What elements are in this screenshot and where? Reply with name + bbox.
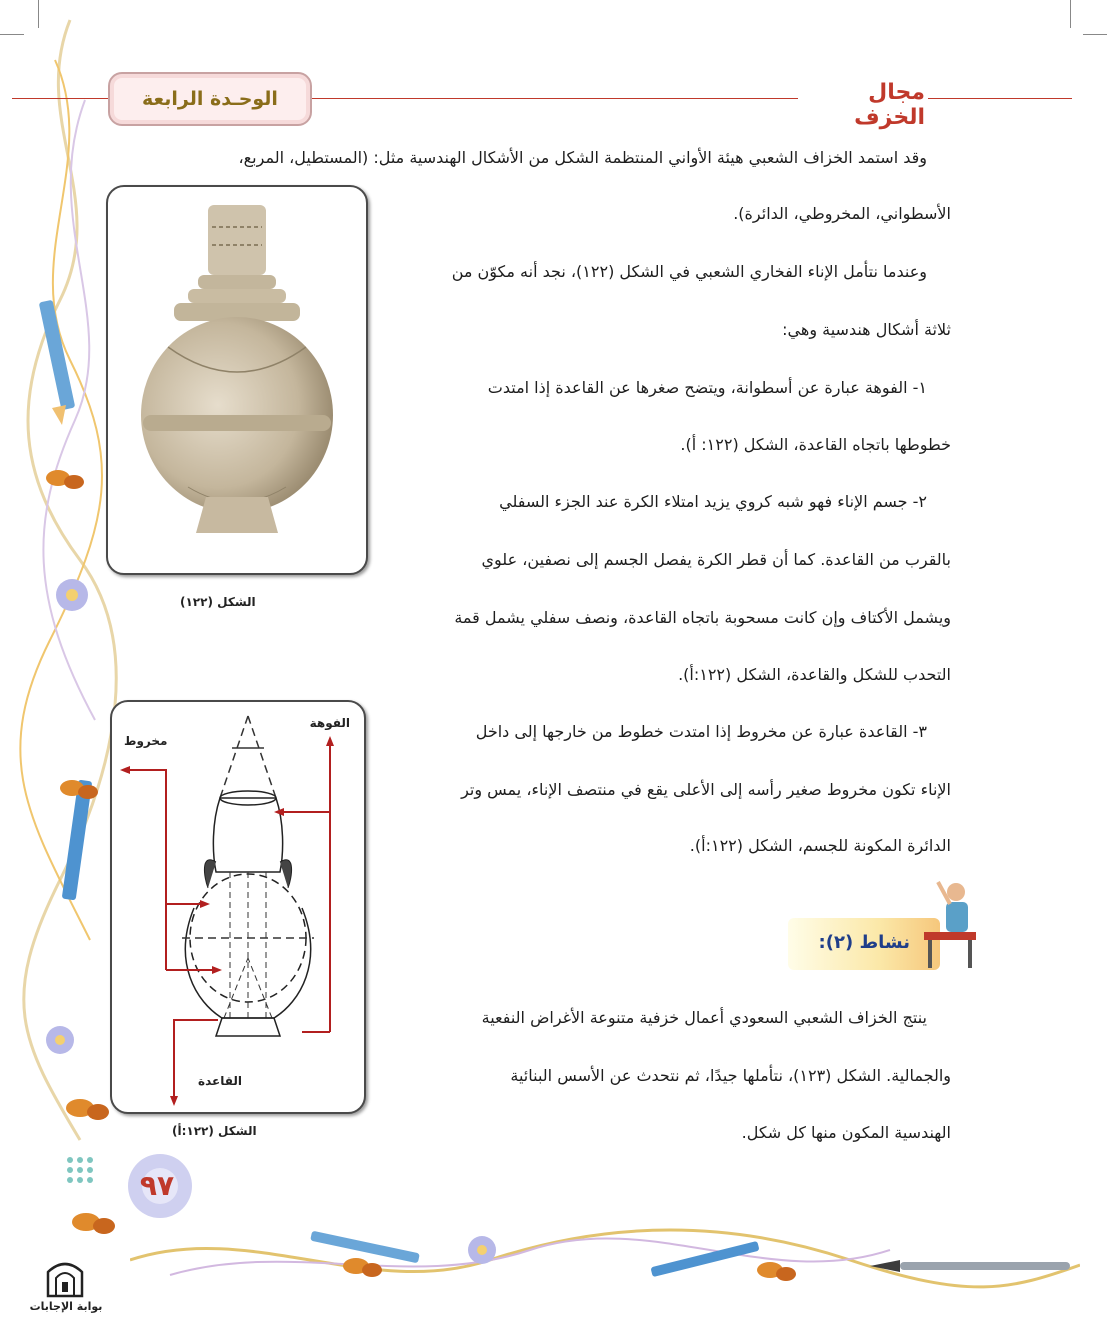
list-item-text: ويشمل الأكتاف وإن كانت مسحوبة باتجاه القاعدة، ونصف سفلي يشمل قمة: [454, 608, 951, 627]
unit-badge: [108, 72, 312, 126]
list-item-text: خطوطها باتجاه القاعدة، الشكل (١٢٢: أ).: [680, 435, 951, 454]
unit-label: الوحـدة الرابعة: [142, 88, 278, 110]
list-item-text: الإناء تكون مخروط صغير رأسه إلى الأعلى يقع في منتصف الإناء، يمس وتر: [461, 780, 951, 799]
list-item-text: الدائرة المكونة للجسم، الشكل (١٢٢:أ).: [689, 836, 951, 855]
diagram-label-base: القاعدة: [198, 1074, 242, 1088]
figure-pottery-vessel: [106, 185, 368, 575]
text-line: ينتج الخزاف الشعبي السعودي أعمال خزفية متنوعة الأغراض النفعية: [481, 1008, 927, 1027]
text-line: ثلاثة أشكال هندسية وهي:: [782, 320, 951, 339]
crop-mark: [1083, 34, 1107, 35]
diagram-label-cone: مخروط: [124, 734, 168, 748]
text-line: والجمالية. الشكل (١٢٣)، نتأملها جيدًا، ثم نتحدث عن الأسس البنائية: [510, 1066, 951, 1085]
flower-icon: [56, 579, 88, 611]
header-rule-left: [12, 98, 108, 99]
pencil-icon: [650, 1241, 759, 1277]
student-at-desk-illustration: [920, 880, 980, 972]
flower-icon: [468, 1236, 496, 1264]
pencil-icon: [310, 1231, 420, 1264]
text-line: الأسطواني، المخروطي، الدائرة).: [733, 204, 951, 223]
butterfly-icon: [343, 1258, 382, 1277]
text-line: وعندما نتأمل الإناء الفخاري الشعبي في الشكل (١٢٢)، نجد أنه مكوّن من: [451, 262, 927, 281]
pottery-vessel-image: [108, 187, 366, 573]
activity-banner: [788, 918, 940, 970]
list-item-text: بالقرب من القاعدة. كما أن قطر الكرة يفصل الجسم إلى نصفين، علوي: [481, 550, 951, 569]
figure-caption: الشكل (١٢٢): [180, 595, 256, 609]
activity-title: نشاط (٢):: [818, 932, 910, 953]
logo-text: بوابة الإجابات: [29, 1300, 103, 1313]
list-item-text: التحدب للشكل والقاعدة، الشكل (١٢٢:أ).: [678, 665, 951, 684]
list-item-text: ٢- جسم الإناء فهو شبه كروي يزيد امتلاء الكرة عند الجزء السفلي: [499, 492, 927, 511]
butterfly-icon: [757, 1262, 796, 1281]
figure-vessel-geometry-diagram: [110, 700, 366, 1114]
page-number: ٩٧: [139, 1168, 175, 1202]
brush-icon: [870, 1260, 1070, 1272]
text-line: وقد استمد الخزاف الشعبي هيئة الأواني المنتظمة الشكل من الأشكال الهندسية مثل: (المستطيل، المربع،: [238, 148, 927, 167]
vessel-geometry-diagram: [112, 702, 364, 1112]
butterfly-icon: [66, 1099, 109, 1120]
logo-icon: [44, 1256, 86, 1300]
header-rule-right: [928, 98, 1072, 99]
section-title: مجال الخزف: [854, 80, 925, 130]
crop-mark: [1070, 0, 1071, 28]
header-rule-middle: [310, 98, 798, 99]
flower-icon: [46, 1026, 74, 1054]
figure-caption: الشكل (١٢٢:أ): [172, 1124, 257, 1138]
decorative-bottom-border: [130, 1220, 1080, 1300]
list-item-text: ١- الفوهة عبارة عن أسطوانة، ويتضح صغرها عن القاعدة إذا امتدت: [487, 378, 927, 397]
text-line: الهندسية المكون منها كل شكل.: [741, 1123, 951, 1142]
diagram-label-mouth: الفوهة: [309, 716, 350, 730]
list-item-text: ٣- القاعدة عبارة عن مخروط إذا امتدت خطوط من خارجها إلى داخل: [475, 722, 927, 741]
